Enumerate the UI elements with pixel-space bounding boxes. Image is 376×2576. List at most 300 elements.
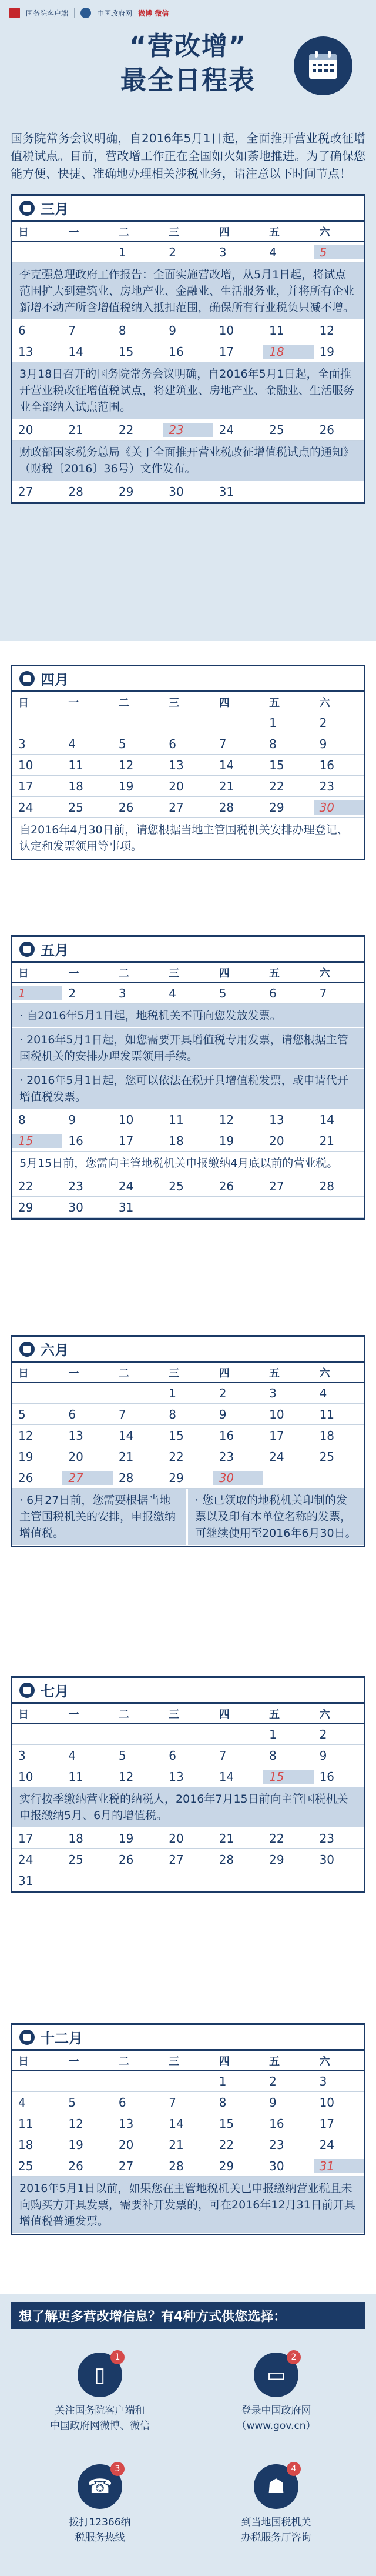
month-card-april [11,665,365,860]
week-row [12,242,364,263]
option-number: 2 [287,2350,301,2364]
day-cell: 22 [169,1449,184,1464]
day-cell: 13 [169,1769,184,1784]
day-cell-highlight: 15 [12,1134,62,1148]
day-cell: 17 [18,1831,33,1846]
month-header [12,1678,364,1704]
day-cell: 13 [169,758,184,772]
day-cell: 18 [319,1428,335,1443]
day-cell: 27 [269,1179,284,1193]
day-cell: 20 [269,1133,284,1148]
day-cell: 23 [219,1449,234,1464]
day-cell: 7 [319,986,327,1000]
day-cell: 22 [18,1179,33,1193]
week-row [12,1109,364,1130]
day-cell: 11 [269,323,284,338]
weekday-sat: 六 [319,1708,330,1721]
day-cell: 4 [319,1386,327,1400]
week-row [12,1849,364,1870]
week-row [12,2134,364,2155]
day-cell: 9 [219,1407,227,1422]
option-number: 4 [287,2462,301,2476]
month-name: 四月 [41,672,69,688]
calendar-icon [294,36,352,95]
event-note: 2016年5月1日以前，如果您在主管地税机关已申报缴纳营业税且未向购买方开具发票，需要补开发票的，可在2016年12月31日前开具增值税普通发票。 [12,2177,364,2234]
day-cell: 12 [118,758,134,772]
day-cell: 13 [18,344,33,359]
weekday-row [12,1363,364,1383]
weekday-thu: 四 [219,2055,230,2068]
day-cell: 21 [118,1449,134,1464]
day-cell: 24 [118,1179,134,1193]
month-name: 三月 [41,201,69,218]
day-cell: 17 [319,2116,335,2131]
day-cell-highlight: 15 [263,1770,313,1784]
weekday-thu: 四 [219,967,230,980]
day-cell: 11 [319,1407,335,1422]
day-cell: 10 [319,2095,335,2110]
option-label: 登录中国政府网 [241,2405,311,2417]
day-cell: 28 [169,2158,184,2173]
weekday-sun: 日 [18,1708,29,1721]
weekday-mon: 一 [68,967,79,980]
day-cell: 16 [319,1769,335,1784]
weekday-thu: 四 [219,226,230,239]
day-cell: 3 [118,986,126,1000]
weekday-fri: 五 [269,226,280,239]
day-cell: 28 [68,484,83,499]
day-cell: 28 [319,1179,335,1193]
state-council-logo-icon [9,8,20,18]
option-label: 中国政府网微博、微信 [50,2420,150,2432]
day-cell: 6 [269,986,277,1000]
day-cell: 26 [68,2158,83,2173]
day-cell: 29 [18,1200,33,1214]
month-name: 十二月 [41,2030,83,2047]
event-note: 5月15日前，您需向主管地税机关申报缴纳4月底以前的营业税。 [12,1152,364,1176]
logo-bar [9,6,169,20]
day-cell: 5 [118,736,126,751]
day-cell: 2 [219,1386,227,1400]
event-note: 李克强总理政府工作报告：全面实施营改增，从5月1日起，将试点范围扩大到建筑业、房地产业、金融业、生活服务业，并将所有企业新增不动产所含增值税纳入抵扣范围，确保所有行业税负只减不增。 [12,263,364,320]
option-label: （www.gov.cn） [236,2420,316,2432]
logo-right-text: 中国政府网 [97,9,133,18]
weekday-tue: 二 [118,2055,129,2068]
day-cell: 17 [219,344,234,359]
day-cell: 19 [18,1449,33,1464]
day-cell: 22 [269,779,284,793]
day-cell: 15 [169,1428,184,1443]
day-cell: 30 [68,1200,83,1214]
day-cell: 12 [118,1769,134,1784]
day-cell: 14 [319,1112,335,1127]
day-cell: 22 [118,422,134,437]
weekday-tue: 二 [118,1708,129,1721]
weekday-sun: 日 [18,226,29,239]
weekday-sat: 六 [319,226,330,239]
week-row [12,1176,364,1197]
weekday-row [12,963,364,983]
day-cell: 9 [269,2095,277,2110]
day-cell: 20 [169,1831,184,1846]
event-note: 3月18日召开的国务院常务会议明确，自2016年5月1日起，全面推开营业税改征增值税试点，将建筑业、房地产业、金融业、生活服务业全部纳入试点范围。 [12,362,364,419]
day-cell: 21 [68,422,83,437]
weekday-wed: 三 [169,1708,180,1721]
day-cell: 9 [319,1748,327,1763]
day-cell: 27 [118,2158,134,2173]
day-cell-highlight: 1 [12,986,62,1000]
week-row [12,2071,364,2092]
day-cell: 2 [319,715,327,730]
day-cell: 19 [118,779,134,793]
day-cell: 16 [269,2116,284,2131]
day-cell: 26 [118,1852,134,1867]
option-label: 关注国务院客户端和 [55,2405,145,2417]
day-cell: 14 [169,2116,184,2131]
calendar-icon [19,1342,35,1357]
logo-right-sub: 微博 微信 [138,9,169,18]
day-cell: 4 [18,2095,26,2110]
day-cell: 14 [118,1428,134,1443]
weekday-tue: 二 [118,226,129,239]
calendar-icon [19,201,35,216]
day-cell: 23 [319,779,335,793]
day-cell: 29 [118,484,134,499]
day-cell: 27 [169,1852,184,1867]
option-service-hall [188,2464,364,2545]
day-cell: 5 [68,2095,76,2110]
day-cell: 3 [269,1386,277,1400]
week-row [12,341,364,362]
week-row [12,712,364,733]
day-cell: 10 [118,1112,134,1127]
day-cell: 26 [319,422,335,437]
weekday-wed: 三 [169,226,180,239]
day-cell: 19 [118,1831,134,1846]
day-cell: 25 [68,800,83,815]
day-cell: 12 [319,323,335,338]
day-cell: 23 [319,1831,335,1846]
day-cell: 18 [68,1831,83,1846]
month-card-july [11,1676,365,1893]
weekday-wed: 三 [169,2055,180,2068]
event-note: · 2016年5月1日起，您可以依法在税开具增值税发票，或申请代开增值税发票。 [12,1069,364,1109]
title-line-1: “营改增” [129,31,247,61]
day-cell: 3 [319,2074,327,2088]
day-cell: 8 [269,1748,277,1763]
day-cell: 30 [169,484,184,499]
day-cell: 1 [118,245,126,259]
day-cell: 17 [18,779,33,793]
day-cell: 24 [219,422,234,437]
day-cell: 14 [219,1769,234,1784]
logo-divider [74,8,75,18]
month-header [12,1337,364,1363]
contact-options-section [0,2294,376,2576]
weekday-row [12,222,364,242]
day-cell: 20 [68,1449,83,1464]
day-cell: 31 [219,484,234,499]
weekday-mon: 一 [68,1708,79,1721]
event-note: · 2016年5月1日起，如您需要开具增值税专用发票，请您根据主管国税机关的安排办理发票领用手续。 [12,1028,364,1069]
day-cell: 5 [118,1748,126,1763]
day-cell: 6 [169,736,177,751]
week-row [12,1467,364,1489]
day-cell: 17 [118,1133,134,1148]
day-cell: 13 [68,1428,83,1443]
day-cell: 8 [169,1407,177,1422]
weekday-sat: 六 [319,967,330,980]
day-cell: 20 [169,779,184,793]
day-cell: 16 [169,344,184,359]
day-cell: 10 [18,1769,33,1784]
day-cell: 1 [169,1386,177,1400]
day-cell: 25 [68,1852,83,1867]
day-cell: 26 [219,1179,234,1193]
option-number: 3 [110,2462,125,2476]
day-cell: 8 [18,1112,26,1127]
weekday-sun: 日 [18,2055,29,2068]
day-cell: 18 [169,1133,184,1148]
day-cell: 25 [169,1179,184,1193]
day-cell: 23 [269,2137,284,2152]
day-cell: 21 [319,1133,335,1148]
day-cell: 6 [68,1407,76,1422]
day-cell: 29 [269,800,284,815]
week-row [12,419,364,441]
day-cell: 13 [269,1112,284,1127]
day-cell: 11 [169,1112,184,1127]
day-cell: 29 [169,1470,184,1485]
day-cell-highlight: 18 [263,345,313,359]
day-cell: 18 [68,779,83,793]
week-row [12,2113,364,2134]
option-app-weibo [12,2353,188,2434]
month-header [12,196,364,222]
day-cell: 31 [118,1200,134,1214]
day-cell: 31 [18,1873,33,1888]
week-row [12,1870,364,1891]
weekday-mon: 一 [68,696,79,709]
day-cell: 27 [169,800,184,815]
day-cell: 7 [68,323,76,338]
day-cell: 13 [118,2116,134,2131]
day-cell: 10 [269,1407,284,1422]
calendar-icon [19,2030,35,2045]
week-row [12,797,364,818]
day-cell: 16 [319,758,335,772]
event-note: 财政部国家税务总局《关于全面推开营业税改征增值税试点的通知》（财税〔2016〕36号）文件发布。 [12,441,364,481]
option-website [188,2353,364,2434]
logo-left-text: 国务院客户端 [26,9,69,18]
month-card-march [11,194,365,504]
week-row [12,1130,364,1152]
weekday-sat: 六 [319,2055,330,2068]
day-cell: 10 [219,323,234,338]
month-name: 五月 [41,942,69,959]
weekday-sat: 六 [319,696,330,709]
day-cell: 1 [269,715,277,730]
day-cell-highlight: 5 [314,245,364,259]
month-header [12,2025,364,2051]
option-number: 1 [110,2350,125,2364]
weekday-tue: 二 [118,696,129,709]
day-cell: 16 [219,1428,234,1443]
weekday-tue: 二 [118,1367,129,1380]
day-cell: 14 [68,344,83,359]
week-row [12,1446,364,1467]
day-cell: 3 [18,1748,26,1763]
weekday-row [12,2051,364,2071]
event-note: · 6月27日前，您需要根据当地主管国税机关的安排，申报缴纳增值税。 [12,1489,188,1546]
day-cell: 6 [169,1748,177,1763]
day-cell: 28 [219,1852,234,1867]
day-cell: 25 [269,422,284,437]
week-row [12,983,364,1004]
day-cell: 20 [18,422,33,437]
day-cell: 3 [18,736,26,751]
event-note: 实行按季缴纳营业税的纳税人，2016年7月15日前向主管国税机关申报缴纳5月、6月的增值税。 [12,1787,364,1828]
weekday-wed: 三 [169,696,180,709]
phone-icon: ▯ 1 [78,2353,122,2397]
day-cell: 1 [219,2074,227,2088]
week-row [12,1404,364,1425]
week-row [12,2155,364,2177]
day-cell: 10 [18,758,33,772]
month-name: 六月 [41,1342,69,1359]
day-cell: 28 [219,800,234,815]
day-cell: 20 [118,2137,134,2152]
week-row [12,1724,364,1745]
day-cell-highlight: 31 [314,2159,364,2173]
day-cell: 11 [68,758,83,772]
weekday-mon: 一 [68,2055,79,2068]
weekday-row [12,1704,364,1724]
intro-paragraph: 国务院常务会议明确，自2016年5月1日起，全面推开营业税改征增值税试点。目前，营改增工作正在全国如火如荼地推进。为了确保您能方便、快捷、准确地办理相关涉税业务，请注意以下时间节点！ [11,131,365,181]
weekday-thu: 四 [219,696,230,709]
weekday-row [12,692,364,712]
month-header [12,666,364,692]
day-cell: 21 [169,2137,184,2152]
day-cell: 29 [219,2158,234,2173]
day-cell: 2 [169,245,177,259]
day-cell: 23 [68,1179,83,1193]
week-row [12,1745,364,1766]
day-cell-highlight: 27 [62,1471,112,1485]
weekday-fri: 五 [269,696,280,709]
weekday-fri: 五 [269,2055,280,2068]
day-cell: 9 [319,736,327,751]
day-cell: 30 [319,1852,335,1867]
day-cell-highlight: 30 [213,1471,263,1485]
day-cell: 24 [269,1449,284,1464]
day-cell: 25 [319,1449,335,1464]
day-cell: 14 [219,758,234,772]
week-row [12,2092,364,2113]
week-row [12,1828,364,1849]
week-row [12,1383,364,1404]
day-cell: 3 [219,245,227,259]
event-note: · 自2016年5月1日起，地税机关不再向您发放发票。 [12,1004,364,1028]
day-cell: 19 [319,344,335,359]
day-cell: 25 [18,2158,33,2173]
weekday-wed: 三 [169,967,180,980]
month-header [12,937,364,963]
day-cell: 19 [219,1133,234,1148]
day-cell: 9 [169,323,177,338]
calendar-icon [19,671,35,686]
day-cell: 19 [68,2137,83,2152]
day-cell: 15 [219,2116,234,2131]
month-card-may [11,935,365,1220]
day-cell: 12 [68,2116,83,2131]
day-cell-highlight: 23 [163,423,213,437]
day-cell: 5 [18,1407,26,1422]
day-cell: 27 [18,484,33,499]
week-row [12,755,364,776]
day-cell: 11 [18,2116,33,2131]
weekday-sun: 日 [18,967,29,980]
day-cell-highlight: 30 [314,800,364,815]
day-cell: 9 [68,1112,76,1127]
day-cell: 7 [118,1407,126,1422]
day-cell: 4 [269,245,277,259]
day-cell: 6 [118,2095,126,2110]
day-cell: 2 [319,1727,327,1741]
gov-cn-logo-icon [80,8,91,18]
day-cell: 24 [18,800,33,815]
day-cell: 12 [219,1112,234,1127]
june-notes [12,1489,364,1546]
calendar-icon [19,942,35,957]
weekday-sun: 日 [18,696,29,709]
day-cell: 22 [219,2137,234,2152]
option-label: 拨打12366纳 [69,2517,131,2528]
day-cell: 28 [118,1470,134,1485]
day-cell: 7 [169,2095,177,2110]
calendar-icon [19,1683,35,1698]
day-cell: 16 [68,1133,83,1148]
weekday-thu: 四 [219,1367,230,1380]
weekday-mon: 一 [68,1367,79,1380]
event-note: 自2016年4月30日前，请您根据当地主管国税机关安排办理登记、认定和发票领用等事项。 [12,818,364,859]
option-hotline [12,2464,188,2545]
week-row [12,776,364,797]
day-cell: 4 [68,736,76,751]
day-cell: 11 [68,1769,83,1784]
day-cell: 26 [18,1470,33,1485]
month-card-june [11,1335,365,1547]
week-row [12,1197,364,1218]
weekday-tue: 二 [118,967,129,980]
week-row [12,1425,364,1446]
option-label: 办税服务厅咨询 [241,2532,311,2544]
event-note: · 您已领取的地税机关印制的发票以及印有本单位名称的发票，可继续使用至2016年6月30日。 [188,1489,364,1546]
day-cell: 22 [269,1831,284,1846]
weekday-fri: 五 [269,1708,280,1721]
service-hall-icon: ☗ 4 [254,2464,298,2509]
day-cell: 6 [18,323,26,338]
monitor-icon: ▭ 2 [254,2353,298,2397]
weekday-fri: 五 [269,967,280,980]
weekday-fri: 五 [269,1367,280,1380]
option-label: 税服务热线 [75,2532,125,2544]
day-cell: 2 [68,986,76,1000]
day-cell: 2 [269,2074,277,2088]
day-cell: 5 [219,986,227,1000]
week-row [12,320,364,341]
week-row [12,481,364,502]
